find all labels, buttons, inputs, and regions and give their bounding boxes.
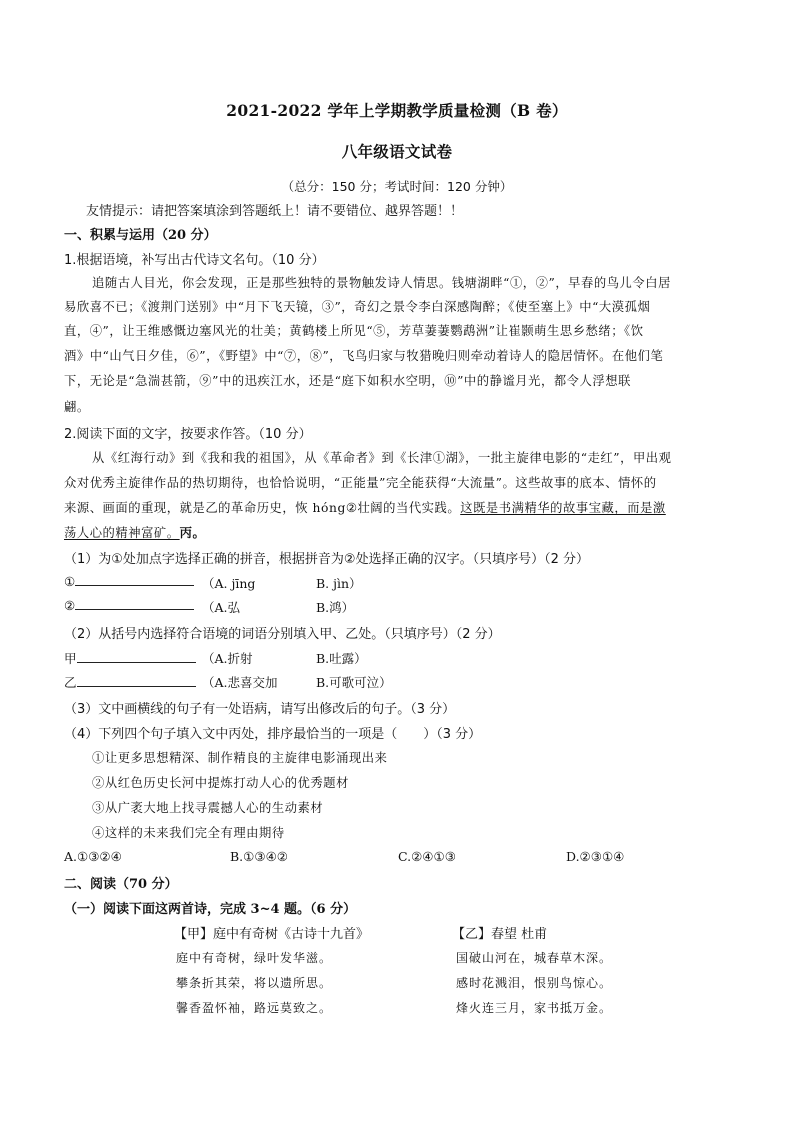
poem-a-line-1: 庭中有奇树，绿叶发华滋。 <box>176 951 333 965</box>
poem-a-title: 【甲】庭中有奇树《古诗十九首》 <box>174 927 370 942</box>
q2-underlined-sentence-end: 荡人心的精神富矿。 <box>64 526 180 540</box>
poem-b-line-2: 感时花溅泪，恨别鸟惊心。 <box>456 976 613 990</box>
q2-passage-3-text: 来源、画面的重现，就是乙的革命历史，恢 hóng②壮阔的当代实践。 <box>64 501 461 515</box>
q1-line-3: 直，④”，让王维感慨边塞风光的壮美；黄鹤楼上所见“⑤，芳草萋萋鹦鹉洲”让崔颢萌生思乡愁绪；《饮 <box>64 324 644 338</box>
poem-b-line-3: 烽火连三月，家书抵万金。 <box>456 1001 613 1015</box>
choice-c[interactable]: C.②④①③ <box>398 849 456 864</box>
option-b: B.鸿） <box>316 600 355 615</box>
answer-blank[interactable] <box>75 609 194 610</box>
q2-passage-1: 从《红海行动》到《我和我的祖国》，从《革命者》到《长津①湖》，一批主旋律电影的“走红”，甲出观 <box>92 451 672 465</box>
option-b: B. jìn） <box>316 576 362 591</box>
q1-line-6: 翩。 <box>64 400 90 414</box>
exam-info: （总分：150 分；考试时间：120 分钟） <box>281 179 513 194</box>
q2-sub4: （4）下列四个句子填入文中丙处，排序最恰当的一项是（ ）（3 分） <box>64 727 482 742</box>
q1-title: 1.根据语境，补写出古代诗文名句。（10 分） <box>64 253 325 268</box>
sentence-3: ③从广袤大地上找寻震撼人心的生动素材 <box>92 801 324 815</box>
q2-sub1-row-1 <box>64 574 194 589</box>
poem-b-title: 【乙】春望 杜甫 <box>452 927 548 942</box>
q2-sub3: （3）文中画横线的句子有一处语病，请写出修改后的句子。（3 分） <box>64 702 456 717</box>
sentence-2: ②从红色历史长河中提炼打动人心的优秀题材 <box>92 776 349 790</box>
option-b: B.吐露） <box>316 651 367 666</box>
sentence-4: ④这样的未来我们完全有理由期待 <box>92 826 285 840</box>
friendly-tip: 友情提示：请把答案填涂到答题纸上！请不要错位、越界答题！！ <box>86 204 464 219</box>
answer-blank[interactable] <box>77 662 196 663</box>
option-a: （A.弘 <box>202 600 241 615</box>
option-a: （A. jīng <box>202 576 256 591</box>
option-a: （A.悲喜交加 <box>202 675 278 690</box>
q1-line-1: 追随古人目光，你会发现，正是那些独特的景物触发诗人情思。钱塘湖畔“①，②”，早春的鸟儿令白居 <box>92 276 671 290</box>
q2-underlined-sentence: 这既是书满精华的故事宝藏，而是激 <box>460 501 666 515</box>
q2-passage-3 <box>64 498 666 516</box>
exam-title: 2021-2022 学年上学期教学质量检测（B 卷） <box>226 101 568 120</box>
row-label: 乙 <box>64 675 77 690</box>
choice-b[interactable]: B.①③④② <box>230 849 288 864</box>
q2-passage-2: 众对优秀主旋律作品的热切期待，也恰恰说明，“正能量”完全能获得“大流量”。这些故事的底本、情怀的 <box>64 476 657 490</box>
answer-blank[interactable] <box>77 686 196 687</box>
q2-title: 2.阅读下面的文字，按要求作答。（10 分） <box>64 427 312 442</box>
q2-sub2-row-2 <box>64 673 196 691</box>
q2-bing-slot: 丙。 <box>179 525 206 540</box>
q1-line-2: 易欣喜不已；《渡荆门送别》中“月下飞天镜，③”，奇幻之景令李白深感陶醉；《使至塞上》中“大漠孤烟 <box>64 300 651 314</box>
poem-a-line-2: 攀条折其荣，将以遗所思。 <box>176 976 333 990</box>
choice-a[interactable]: A.①③②④ <box>64 849 122 864</box>
q2-passage-4 <box>64 523 205 541</box>
exam-subtitle: 八年级语文试卷 <box>341 142 453 161</box>
row-label: 甲 <box>64 651 77 666</box>
sentence-1: ①让更多思想精深、制作精良的主旋律电影涌现出来 <box>92 751 388 765</box>
q2-sub2: （2）从括号内选择符合语境的词语分别填入甲、乙处。（只填序号）（2 分） <box>64 627 501 642</box>
section2-heading: 二、阅读（70 分） <box>64 877 178 892</box>
row-label: ① <box>64 574 76 589</box>
option-b: B.可歌可泣） <box>316 675 392 690</box>
q2-sub1: （1）为①处加点字选择正确的拼音，根据拼音为②处选择正确的汉字。（只填序号）（2 分） <box>64 552 589 567</box>
q1-line-4: 酒》中“山气日夕佳，⑥”，《野望》中“⑦，⑧”，飞鸟归家与牧猎晚归则牵动着诗人的隐居情怀。在他们笔 <box>64 349 664 363</box>
poem-a-line-3: 馨香盈怀袖，路远莫致之。 <box>176 1001 333 1015</box>
option-a: （A.折射 <box>202 651 253 666</box>
section1-heading: 一、积累与运用（20 分） <box>64 228 217 243</box>
answer-blank[interactable] <box>75 585 194 586</box>
q1-line-5: 下，无论是“急湍甚箭，⑨”中的迅疾江水，还是“庭下如积水空明，⑩”中的静谧月光，都令人浮想联 <box>64 374 631 388</box>
q2-sub2-row-1 <box>64 649 196 667</box>
poem-b-line-1: 国破山河在，城春草木深。 <box>456 951 613 965</box>
choice-d[interactable]: D.②③①④ <box>566 849 625 864</box>
q2-sub1-row-2 <box>64 598 194 613</box>
row-label: ② <box>64 598 76 613</box>
part1-heading: （一）阅读下面这两首诗，完成 3~4 题。（6 分） <box>64 902 357 917</box>
